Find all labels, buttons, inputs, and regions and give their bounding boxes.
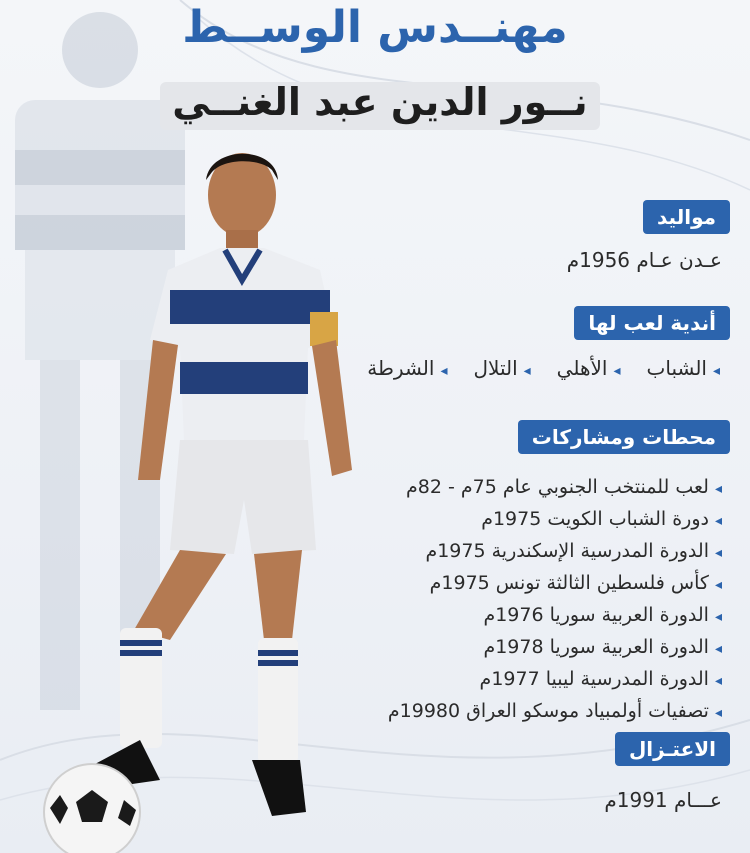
career-item: ◂ الدورة المدرسية الإسكندرية 1975م — [388, 536, 722, 568]
page-title: مهنــدس الوســط — [182, 2, 568, 53]
retire-value: عـــام 1991م — [604, 788, 722, 812]
clubs-list — [367, 356, 720, 380]
career-item: ◂ دورة الشباب الكويت 1975م — [388, 504, 722, 536]
career-item: ◂ الدورة العربية سوريا 1978م — [388, 632, 722, 664]
birth-value: عـدن عـام 1956م — [566, 248, 722, 272]
club-item: ◂ الشباب — [647, 356, 720, 380]
club-item: ◂ الأهلي — [557, 356, 621, 380]
career-item: ◂ الدورة العربية سوريا 1976م — [388, 600, 722, 632]
clubs-badge: أندية لعب لها — [574, 306, 730, 340]
birth-badge: مواليد — [643, 200, 730, 234]
career-item: ◂ كأس فلسطين الثالثة تونس 1975م — [388, 568, 722, 600]
retire-badge: الاعتـزال — [615, 732, 730, 766]
club-item: ◂ الشرطة — [367, 356, 447, 380]
career-item: ◂ تصفيات أولمبياد موسكو العراق 19980م — [388, 696, 722, 728]
player-photo — [20, 140, 370, 853]
career-badge: محطات ومشاركات — [518, 420, 730, 454]
player-name: نــور الدين عبد الغنــي — [172, 80, 588, 124]
career-list — [388, 472, 722, 728]
career-item: ◂ لعب للمنتخب الجنوبي عام 75م - 82م — [388, 472, 722, 504]
career-item: ◂ الدورة المدرسية ليبيا 1977م — [388, 664, 722, 696]
club-item: ◂ التلال — [473, 356, 530, 380]
